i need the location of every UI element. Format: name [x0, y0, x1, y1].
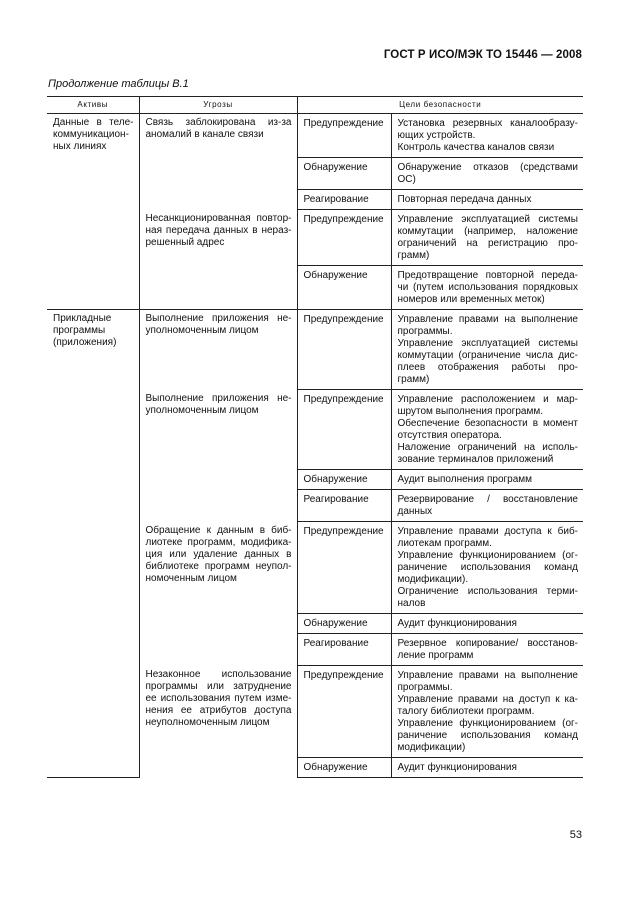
- objective-type-cell: Предупреждение: [297, 666, 391, 758]
- objective-description-cell: [391, 470, 583, 490]
- threat-cell: Выполнение приложения не-уполномоченным лицом: [139, 390, 297, 522]
- objective-description-line: Аудит выполнения программ: [397, 474, 533, 485]
- objective-description-cell: [391, 310, 583, 390]
- objective-type-cell: Реагирование: [297, 634, 391, 666]
- objective-description-line: Резервное копирование/ восстанов-ление программ: [397, 638, 578, 661]
- objective-description-line: Ограничение использования терми-налов: [397, 586, 578, 609]
- objective-type-cell: Предупреждение: [297, 522, 391, 614]
- objective-description-line: Управление правами доступа к биб-лиотекам программ.: [397, 526, 578, 549]
- objective-description-line: Аудит функционирования: [397, 618, 517, 629]
- threat-cell: Выполнение приложения не-уполномоченным лицом: [139, 310, 297, 390]
- objective-type-cell: Предупреждение: [297, 310, 391, 390]
- objective-description-cell: [391, 158, 583, 190]
- objective-type-cell: Обнаружение: [297, 758, 391, 778]
- objective-description-line: Управление эксплуатацией системы коммутации (ограничение числа дис-плеев отображения работы про-грамм): [397, 338, 578, 385]
- objective-description-line: Обнаружение отказов (средствами ОС): [397, 162, 578, 185]
- objective-description-cell: [391, 614, 583, 634]
- objective-description-cell: [391, 490, 583, 522]
- objective-description-line: Наложение ограничений на исполь-зование терминалов приложений: [397, 442, 578, 465]
- objective-type-cell: Обнаружение: [297, 614, 391, 634]
- objective-description-line: Предотвращение повторной переда-чи (путем использования порядковых номеров или временных меток): [397, 270, 578, 305]
- objective-description-cell: [391, 190, 583, 210]
- objective-description-line: Аудит функционирования: [397, 762, 517, 773]
- objective-description-line: Резервирование / восстановление данных: [397, 494, 578, 517]
- table-caption: Продолжение таблицы В.1: [48, 78, 189, 90]
- objective-description-line: Контроль качества каналов связи: [397, 142, 555, 153]
- objective-description-cell: [391, 390, 583, 470]
- objective-type-cell: Реагирование: [297, 490, 391, 522]
- objective-description-line: Управление расположением и мар-шрутом выполнения программ.: [397, 394, 578, 417]
- document-header: ГОСТ Р ИСО/МЭК ТО 15446 — 2008: [383, 49, 582, 61]
- objective-description-cell: [391, 210, 583, 266]
- objective-description-line: Управление эксплуатацией системы коммутации (например, наложение ограничений на регистрацию про-грамм): [397, 214, 578, 261]
- objective-description-line: Повторная передача данных: [397, 194, 532, 205]
- objective-type-cell: Предупреждение: [297, 390, 391, 470]
- objective-description-cell: [391, 114, 583, 158]
- threat-cell: Связь заблокирована из-за аномалий в канале связи: [139, 114, 297, 210]
- objective-description-line: Управление функционированием (ог-раничение использования команд модификации): [397, 718, 578, 753]
- threat-cell: Обращение к данным в биб-лиотеке программ, модифика-ция или удаление данных в библиотеке программ неупол-номоченным лицом: [139, 522, 297, 666]
- column-header-objectives: Цели безопасности: [297, 97, 583, 114]
- objective-type-cell: Предупреждение: [297, 210, 391, 266]
- objective-description-line: Управление правами на выполнение программы.: [397, 314, 578, 337]
- asset-cell: Данные в теле-коммуникацион-ных линиях: [47, 114, 139, 310]
- table-header-row: [47, 97, 583, 114]
- objective-description-line: Управление правами на выполнение программы.: [397, 670, 578, 693]
- table-row: [47, 310, 583, 390]
- threat-cell: Несанкционированная повтор-ная передача данных в нераз-решенный адрес: [139, 210, 297, 310]
- objective-description-cell: [391, 634, 583, 666]
- objective-description-cell: [391, 758, 583, 778]
- objective-description-cell: [391, 666, 583, 758]
- objective-type-cell: Реагирование: [297, 190, 391, 210]
- column-header-threats: Угрозы: [139, 97, 297, 114]
- security-objectives-table: [47, 96, 583, 778]
- objective-description-cell: [391, 522, 583, 614]
- objective-type-cell: Обнаружение: [297, 266, 391, 310]
- page-number: 53: [569, 829, 582, 841]
- objective-description-line: Установка резервных каналообразу-ющих устройств.: [397, 118, 578, 141]
- objective-description-cell: [391, 266, 583, 310]
- objective-type-cell: Обнаружение: [297, 470, 391, 490]
- objective-description-line: Управление правами на доступ к ка-талогу библиотеки программ.: [397, 694, 578, 717]
- asset-cell: Прикладные программы (приложения): [47, 310, 139, 778]
- table-row: [47, 114, 583, 158]
- objective-description-line: Обеспечение безопасности в момент отсутствия оператора.: [397, 418, 578, 441]
- threat-cell: Незаконное использование программы или затруднение ее использования путем изме-нения ее атрибутов доступа неуполномоченным лицом: [139, 666, 297, 778]
- objective-type-cell: Предупреждение: [297, 114, 391, 158]
- column-header-assets: Активы: [47, 97, 139, 114]
- objective-description-line: Управление функционированием (ог-раничение использования команд модификации).: [397, 550, 578, 585]
- objective-type-cell: Обнаружение: [297, 158, 391, 190]
